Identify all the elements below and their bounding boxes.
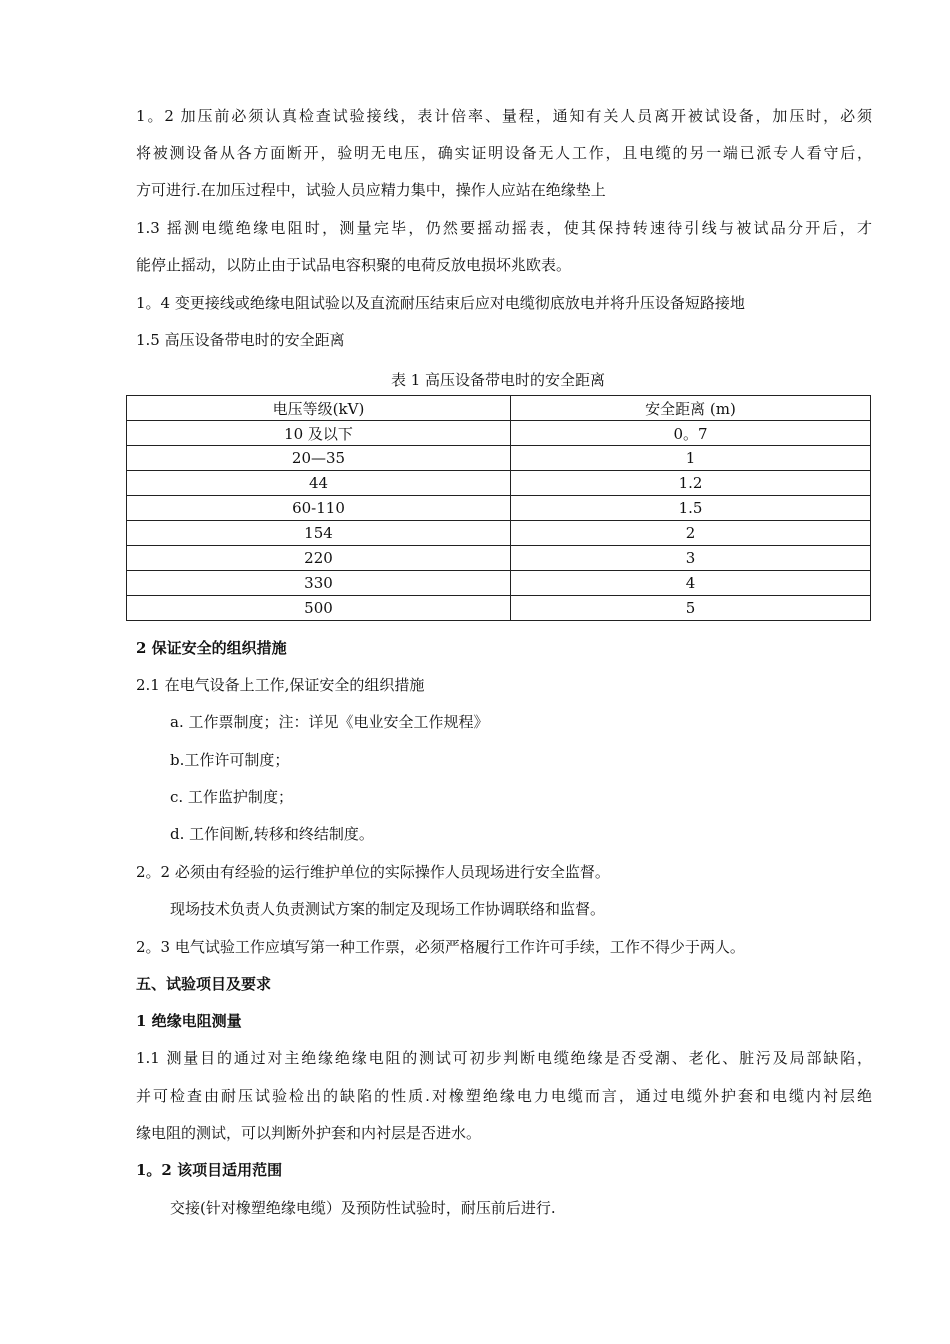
table-row (127, 496, 871, 521)
cell-voltage: 60-110 (127, 496, 511, 521)
table-caption: 表 1 高压设备带电时的安全距离 (390, 371, 606, 389)
paragraph-1-4: 1。4 变更接线或绝缘电阻试验以及直流耐压结束后应对电缆彻底放电并将升压设备短路接地 (136, 294, 745, 312)
table-row (127, 471, 871, 496)
paragraph-1-2-scope: 交接(针对橡塑绝缘电缆）及预防性试验时，耐压前后进行. (170, 1199, 556, 1217)
header-distance: 安全距离 (m) (511, 396, 871, 421)
cell-distance: 2 (511, 521, 871, 546)
table-row (127, 421, 871, 446)
table-row (127, 596, 871, 621)
table-header-row (127, 396, 871, 421)
subsection-1-2-heading: 1。2 该项目适用范围 (136, 1161, 283, 1179)
table-row (127, 571, 871, 596)
paragraph-2-2: 2。2 必须由有经验的运行维护单位的实际操作人员现场进行安全监督。 (136, 863, 610, 881)
paragraph-1-5: 1.5 高压设备带电时的安全距离 (136, 331, 345, 349)
paragraph-1-2-line1: 1。2 加压前必须认真检查试验接线，表计倍率、量程，通知有关人员离开被试设备，加压时，必须 (136, 107, 872, 125)
cell-voltage: 330 (127, 571, 511, 596)
paragraph-1-2-line3: 方可进行.在加压过程中，试验人员应精力集中，操作人应站在绝缘垫上 (136, 181, 606, 199)
paragraph-1-3-line1: 1.3 摇测电缆绝缘电阻时，测量完毕，仍然要摇动摇表，使其保持转速待引线与被试品分开后，才 (136, 219, 872, 237)
list-item-d: d. 工作间断,转移和终结制度。 (170, 825, 374, 843)
paragraph-1-3-line2: 能停止摇动，以防止由于试品电容积聚的电荷反放电损坏兆欧表。 (136, 256, 572, 274)
paragraph-1-1-line2: 并可检查由耐压试验检出的缺陷的性质.对橡塑绝缘电力电缆而言，通过电缆外护套和电缆内衬层绝 (136, 1087, 872, 1105)
cell-distance: 1.2 (511, 471, 871, 496)
list-item-b: b.工作许可制度； (170, 751, 290, 769)
paragraph-1-1-line1: 1.1 测量目的通过对主绝缘绝缘电阻的测试可初步判断电缆绝缘是否受潮、老化、脏污及局部缺陷， (136, 1049, 872, 1067)
section-2-heading: 2 保证安全的组织措施 (136, 639, 287, 657)
cell-voltage: 20—35 (127, 446, 511, 471)
cell-voltage: 10 及以下 (127, 421, 511, 446)
header-voltage: 电压等级(kV) (127, 396, 511, 421)
cell-voltage: 154 (127, 521, 511, 546)
paragraph-1-1-line3: 缘电阻的测试，可以判断外护套和内衬层是否进水。 (136, 1124, 482, 1142)
cell-distance: 3 (511, 546, 871, 571)
safety-distance-table (126, 395, 871, 621)
cell-voltage: 44 (127, 471, 511, 496)
table-row (127, 521, 871, 546)
paragraph-2-1: 2.1 在电气设备上工作,保证安全的组织措施 (136, 676, 425, 694)
cell-distance: 5 (511, 596, 871, 621)
list-item-a: a. 工作票制度；注：详见《电业安全工作规程》 (170, 713, 489, 731)
list-item-c: c. 工作监护制度； (170, 788, 293, 806)
section-5-heading: 五、试验项目及要求 (136, 975, 272, 993)
cell-voltage: 500 (127, 596, 511, 621)
paragraph-2-3: 2。3 电气试验工作应填写第一种工作票，必须严格履行工作许可手续，工作不得少于两人。 (136, 938, 745, 956)
subsection-1-heading: 1 绝缘电阻测量 (136, 1012, 242, 1030)
paragraph-2-2-continued: 现场技术负责人负责测试方案的制定及现场工作协调联络和监督。 (170, 900, 606, 918)
paragraph-1-2-line2: 将被测设备从各方面断开，验明无电压，确实证明设备无人工作，且电缆的另一端已派专人看守后， (136, 144, 872, 162)
cell-distance: 0。7 (511, 421, 871, 446)
table-row (127, 546, 871, 571)
cell-distance: 1.5 (511, 496, 871, 521)
table-row (127, 446, 871, 471)
cell-distance: 1 (511, 446, 871, 471)
cell-distance: 4 (511, 571, 871, 596)
cell-voltage: 220 (127, 546, 511, 571)
